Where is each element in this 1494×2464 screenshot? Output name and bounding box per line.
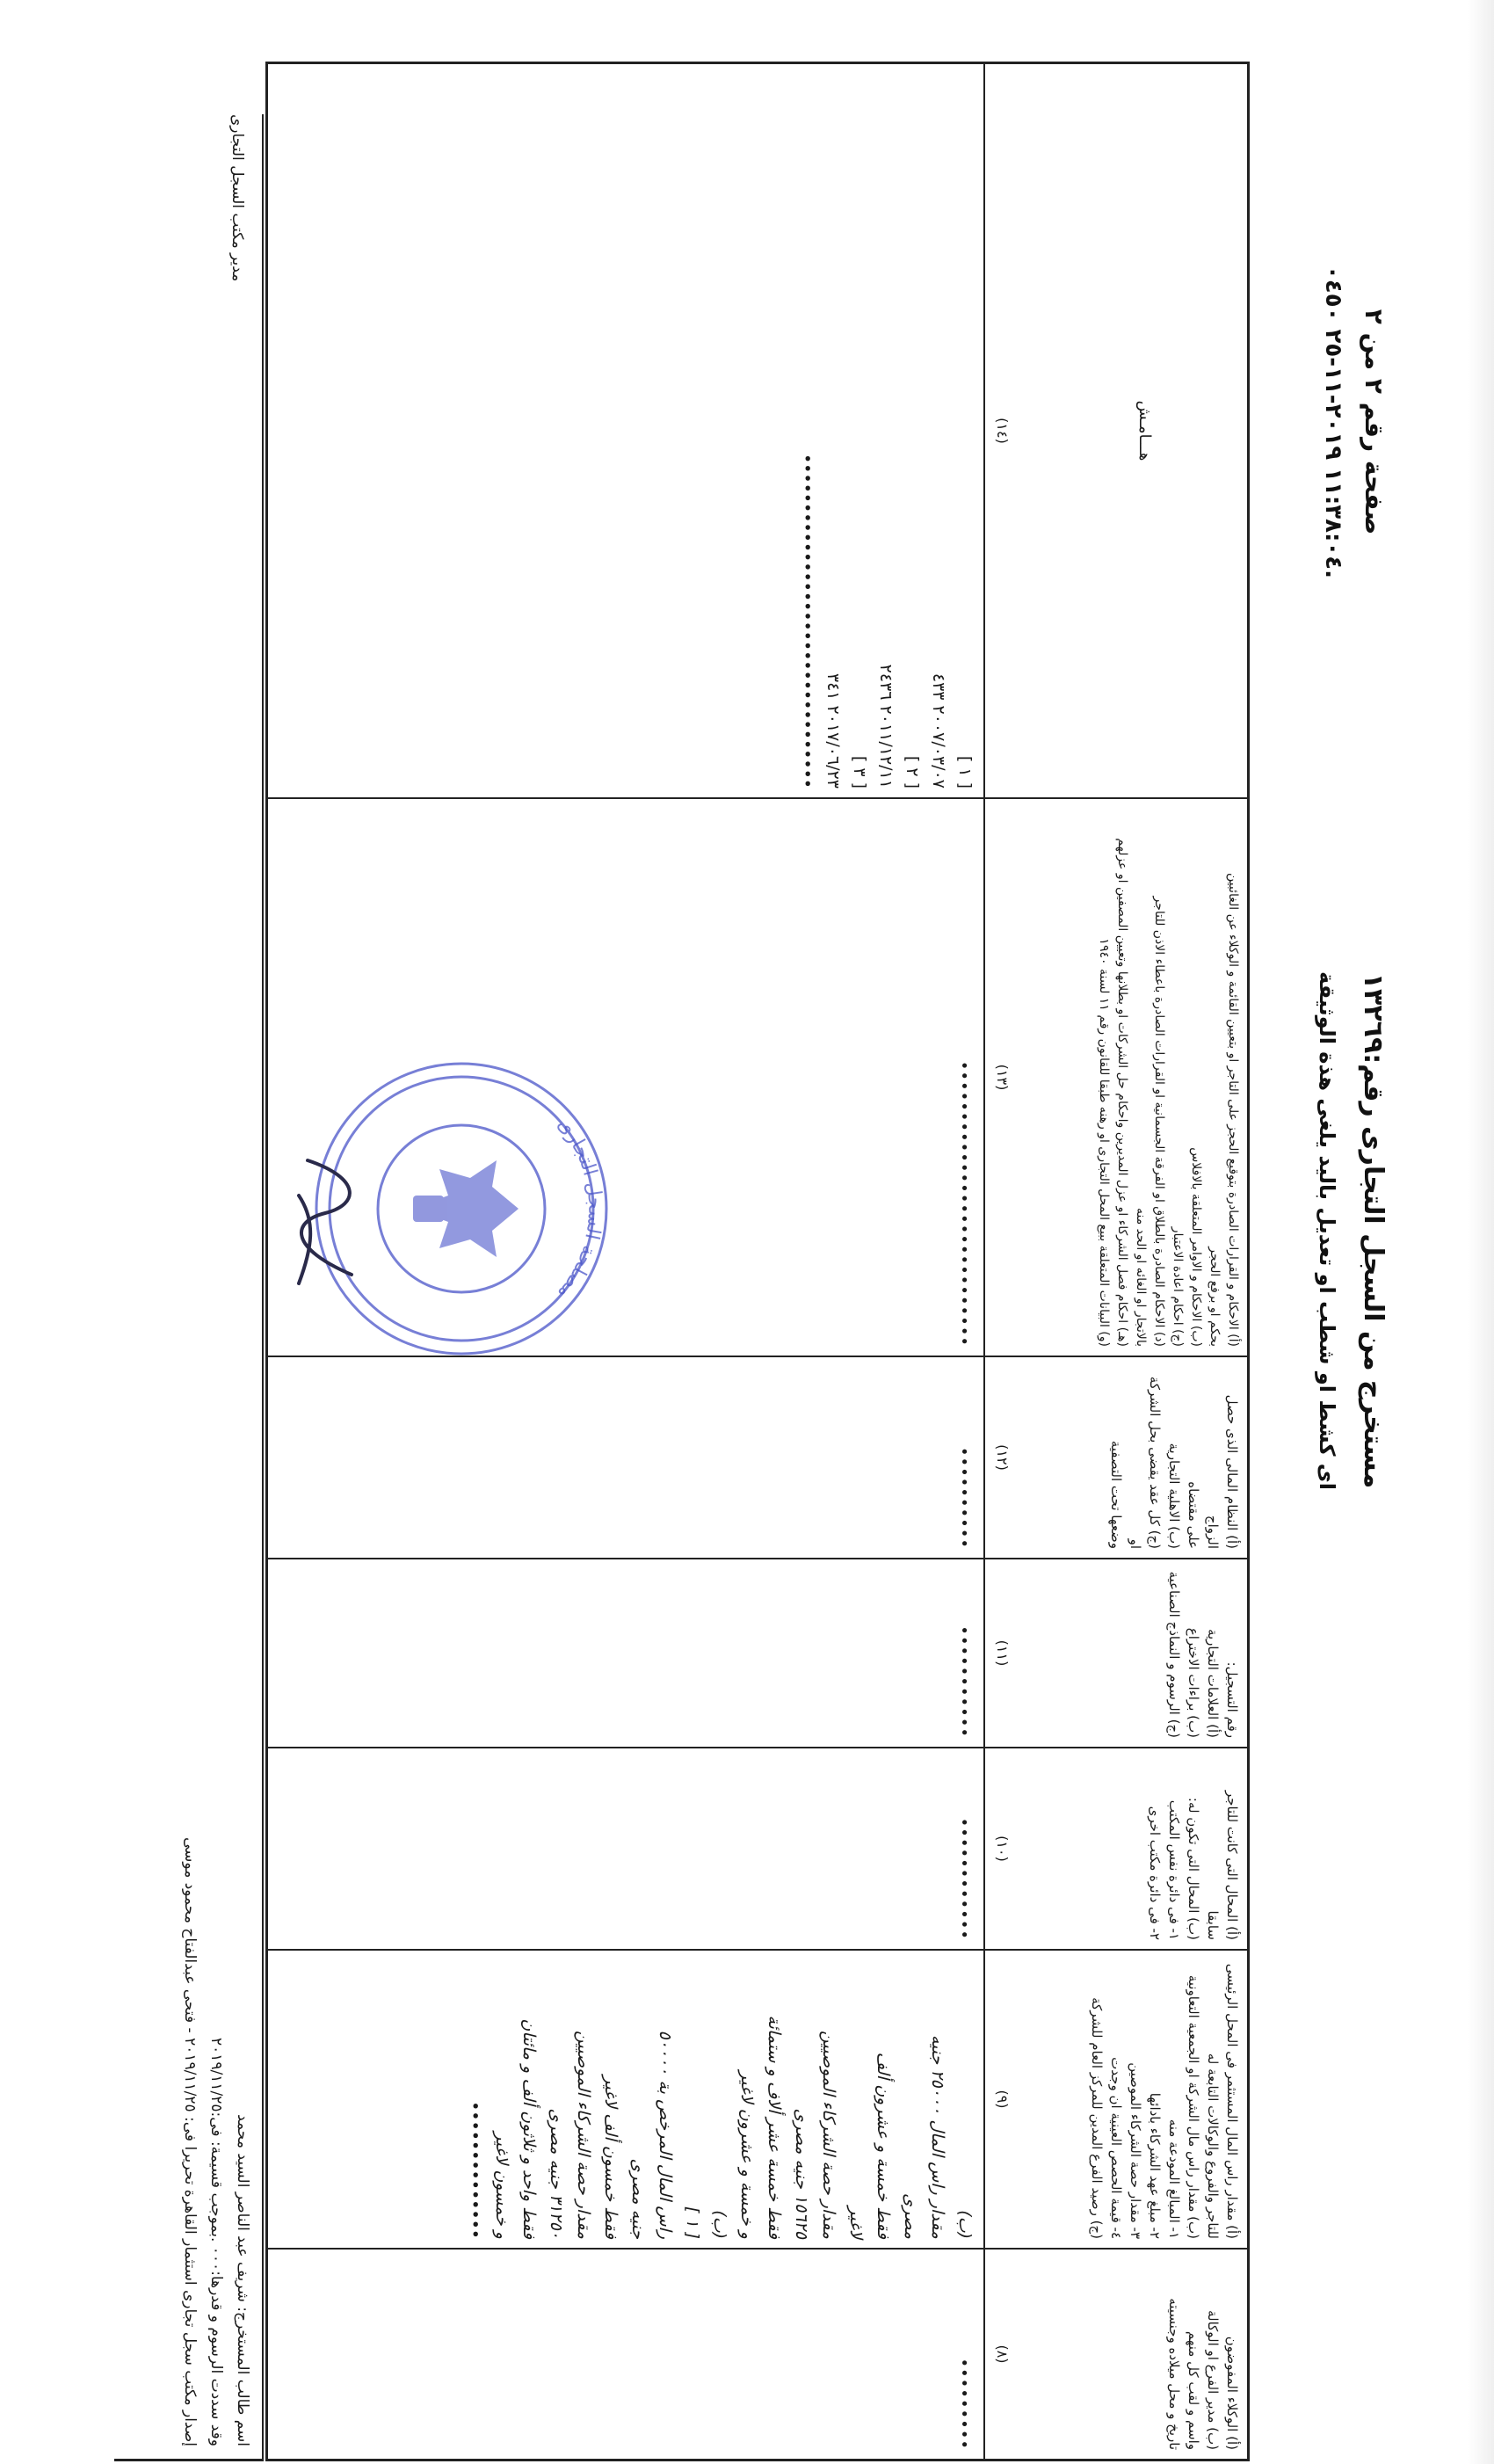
cell-shops: [268, 1747, 983, 1949]
header-text: (أ) مقدار راس المال المستثمر فى المحل الرئيسى للتاجر والفروع والوكالات التابعة له (ب) مقدار راس مال الشركة او الجمعية التعاونية ١- المبالغ المودعة منه ٢- مبلغ عهد الشركاء بادائها ٣- مقدار حصة الشركاء الموصين ٤- قيمة الحصص العينية ان وجدت (ج) رصيد الفرع المدين للمركز العام للشركة: [1089, 1963, 1240, 2239]
cell-marital: [268, 1356, 983, 1558]
margin-entries: [ ١ ] ٢٠٠٧/٠٣/٠٧ ٤٣٣ [ ٢ ] ٢٠١١/١٢/١١ ٢٤٣٦ [ ٣ ] ٢٠١٧/٠٦/٢٣ ٣٤١ ••••••••••••••••••••••••••••••••••: [797, 453, 975, 789]
column-number: (١١): [994, 1639, 1011, 1667]
capital-text: (ب) مقدار راس المال ٢٥٠٠٠ جنيه مصرى فقط خمسة و عشرون ألف لاغير مقدار حصة الشركاء الموصيين ١٥٦٢٥ جنيه مصرى فقط خمسة عشر ألاف و ستمائة و خمسة و عشرون لاغير (ب) [ ١ ] راس المال المرخص بة ٥٠٠٠٠ جنيه مصرى فقط خمسون ألف لاغير مقدار حصة الشركاء الموصيين ٣١٢٥٠ جنيه مصرى فقط واحد و ثلاثون ألف و مائتان و خمسون لاغير ••••••••••••••: [465, 2015, 975, 2239]
dots-filler: ••••••••••: [954, 1446, 973, 1549]
requester-line: اسم طالب المستخرج: شريف عبد الناصر السيد محمد: [234, 2114, 251, 2446]
header-cell-trademarks: [985, 1558, 1247, 1747]
footer-divider: [262, 114, 264, 2459]
cell-capital: [268, 1949, 983, 2248]
header-cell-marital: [985, 1356, 1247, 1558]
cell-agents: [268, 2248, 983, 2459]
column-number: (١٣): [994, 1064, 1011, 1091]
stamp-text: مصلحة السجل التجارى: [553, 1114, 606, 1305]
column-number: (٩): [994, 2090, 1011, 2109]
header-text: رقم التسجيل: (أ) العلامات التجارية (ب) براءات الاختراع (ج) الرسوم و النماذج الصناعية: [1166, 1571, 1240, 1738]
column-number: (١٢): [994, 1444, 1011, 1471]
header-cell-agents: [985, 2248, 1247, 2459]
dots-filler: •••••••••: [954, 2358, 973, 2450]
signature-mark: [281, 1143, 378, 1301]
table-header-row: [983, 64, 1247, 2459]
column-number: (١٤): [994, 418, 1011, 444]
header-cell-capital: [985, 1949, 1247, 2248]
header-cell-shops: [985, 1747, 1247, 1949]
document-subtitle: اى كشط او شطب او تعديل باليد يلغى هذة الوثيقة: [1315, 971, 1339, 1490]
header-text: (أ) النظام المالى الذى حصل الزواج على مقتضاه (ب) الاهلية التجارية (ج) كل عقد يقضى بحل الشركة او وضعها تحت التصفية: [1108, 1376, 1240, 1549]
header-cell-margin: [985, 64, 1247, 797]
issuer-line: إصدار مكتب سجل تجارى استثمار القاهرة تحريرا فى: ٢٠١٩/١١/٢٥ - فتحى عبدالفتاح محمود موسى: [181, 1837, 199, 2446]
timestamp: ١١:٣٨:٠٤ ٢٠١٩-١١-٢٥ ٠٤٥٠.: [1320, 265, 1346, 579]
cell-trademarks: [268, 1558, 983, 1747]
header-text: (أ) الاحكام و القرارات الصادرة بتوقيع الحجز على التاجر او بتعيين القائمة و الوكلاء عن الغائبين بحكم او برفع الحجر (ب) الاحكام و الاوامر المتعلقة بالافلاس (ج) احكام اعادة الاعتبار (د) الاحكام الصادرة بالطلاق او الفرقة الجسمانية او القرارات الصادرة باعطاء الاذن للتاجر بالاتجار او الغائه او الحد منه (هـ) احكام فصل الشركاء او عزل المديرين واحكام حل الشركات او بطلانها وتعيين المصفين او عزلهم (و) البيانات المتعلقة ببيع المحل التجارى او رهنه طبقا للقانون رقم ١١ لسنة ١٩٤٠: [1097, 838, 1240, 1347]
footer: [114, 62, 264, 2461]
column-number: (٨): [994, 2344, 1011, 2364]
manager-title: مدير مكتب السجل التجارى: [228, 114, 246, 282]
dots-filler: ••••••••••••••••••••••••••••: [954, 1060, 973, 1347]
header-text: (أ) المحال التى كانت للتاجر سابقا (ب) المحال التى تكون له: ١- فى دائرة نفس المكتب ٢- فى دائرة مكتب اخرى: [1147, 1790, 1240, 1940]
header-cell-judgments: [985, 797, 1247, 1356]
eagle-emblem-icon: [413, 1160, 519, 1257]
header-text: هـــامـش: [1135, 400, 1154, 462]
cell-margin: [268, 64, 983, 797]
dots-filler: •••••••••••: [954, 1625, 973, 1738]
document-title: مستخرج من السجل التجارى رقم:١٣٢٦٩: [1358, 972, 1389, 1489]
page-number: صفحة رقم ٢ من ٢: [1360, 309, 1389, 535]
column-number: (١٠): [994, 1835, 1011, 1862]
fees-line: وقد سددت الرسوم و قدرها:٠٠٠ .بموجب قسيمة: فى:٢٠١٩/١١/٢٥: [207, 2038, 225, 2446]
header-text: (أ) الوكلاء المفوضون (ب) مدير الفرع او الوكالة واسم و لقب كل منهم تاريخ و محل ميلاده وجنسيته: [1166, 2298, 1240, 2450]
dots-filler: ••••••••••••: [954, 1817, 973, 1940]
